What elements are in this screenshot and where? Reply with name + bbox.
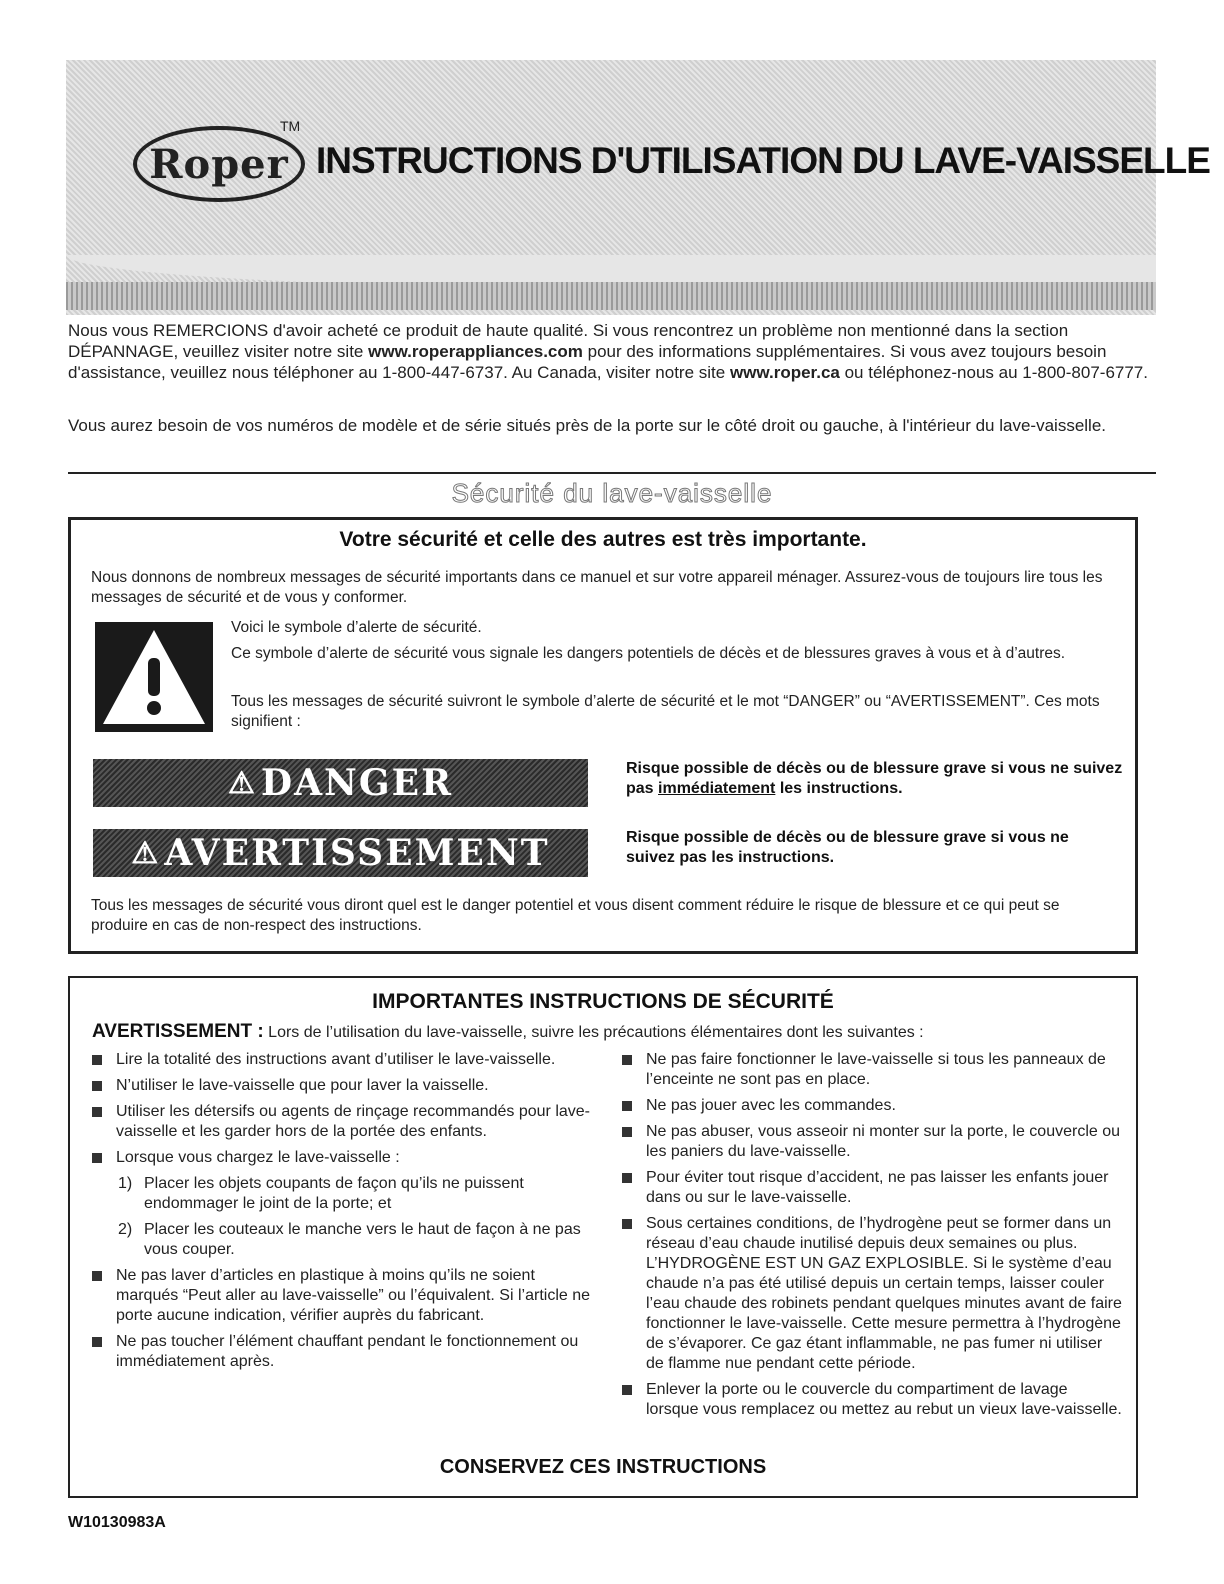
brand-logo (133, 126, 305, 202)
safety-symbol-meaning: Ce symbole d’alerte de sécurité vous signale les dangers potentiels de décès et de blessures graves à vous et à d’autres. (231, 645, 1066, 662)
list-item: Lorsque vous chargez le lave-vaisselle : (92, 1148, 592, 1168)
website-link-canada[interactable]: www.roper.ca (729, 363, 840, 382)
bullet-icon (622, 1127, 632, 1137)
sub-item: 2) Placer les couteaux le manche vers le haut de façon à ne pas vous couper. (118, 1221, 581, 1258)
warning-label: AVERTISSEMENT (164, 832, 550, 874)
intro-paragraph-1: Nous vous REMERCIONS d'avoir acheté ce produit de haute qualité. Si vous rencontrez un problème non mentionné dans la section DÉPANNAGE, veuillez visiter notre site www.roperappliances.com pour des informations supplémentaires. Si vous avez toujours besoin d'assistance, veuillez nous téléphoner au 1-800-447-6737. Au Canada, visiter notre site www.roper.ca ou téléphonez-nous au 1-800-807-6777. (68, 321, 1148, 382)
list-item: Pour éviter tout risque d’accident, ne pas laisser les enfants jouer dans ou sur le lave-vaisselle. (622, 1168, 1122, 1208)
warning-triangle-icon: ⚠ (227, 765, 257, 801)
bullet-icon (92, 1153, 102, 1163)
list-item: Ne pas toucher l’élément chauffant pendant le fonctionnement ou immédiatement après. (92, 1332, 592, 1372)
list-item: Utiliser les détersifs ou agents de rinçage recommandés pour lave-vaisselle et les garder hors de la portée des enfants. (92, 1102, 592, 1142)
list-item: Enlever la porte ou le couvercle du compartiment de lavage lorsque vous remplacez ou mettez au rebut un vieux lave-vaisselle. (622, 1380, 1122, 1420)
section-title: Sécurité du lave-vaisselle (451, 478, 773, 508)
divider (68, 472, 1156, 474)
bullet-icon (622, 1173, 632, 1183)
safety-alert-triangle-icon (95, 622, 213, 732)
bullet-icon (92, 1337, 102, 1347)
safety-box (68, 517, 1138, 954)
warning-signal (93, 829, 588, 877)
intro-paragraph-2: Vous aurez besoin de vos numéros de modèle et de série situés près de la porte sur le côté droit ou gauche, à l'intérieur du lave-vaisselle. (68, 416, 1107, 435)
sub-item: 1) Placer les objets coupants de façon qu’ils ne puissent endommager le joint de la porte; et (118, 1175, 524, 1212)
document-number: W10130983A (68, 1514, 166, 1531)
bullet-icon (622, 1055, 632, 1065)
list-item: Ne pas faire fonctionner le lave-vaisselle si tous les panneaux de l’enceinte ne sont pas en place. (622, 1050, 1122, 1090)
danger-label: DANGER (260, 762, 454, 804)
safety-signal-words: Tous les messages de sécurité suivront le symbole d’alerte de sécurité et le mot “DANGER” ou “AVERTISSEMENT”. Ces mots signifient : (231, 693, 1100, 730)
bullet-icon (92, 1107, 102, 1117)
bullet-icon (622, 1101, 632, 1111)
list-item: Ne pas abuser, vous asseoir ni monter sur la porte, le couvercle ou les paniers du lave-vaisselle. (622, 1122, 1122, 1162)
bullet-icon (622, 1385, 632, 1395)
instructions-box (68, 976, 1138, 1498)
header-banner-stripe (66, 282, 1156, 310)
warning-triangle-icon: ⚠ (131, 835, 161, 871)
danger-description: Risque possible de décès ou de blessure grave si vous ne suivez pas immédiatement les instructions. (626, 760, 1123, 797)
warning-description: Risque possible de décès ou de blessure grave si vous ne suivez pas les instructions. (626, 829, 1069, 866)
instructions-right-column (622, 1050, 1122, 1426)
list-item: Ne pas laver d’articles en plastique à moins qu’ils ne soient marqués “Peut aller au lave-vaisselle” ou l’équivalent. Si l’article ne porte aucune indication, vérifier auprès du fabricant. (92, 1266, 592, 1326)
brand-name: Roper (149, 140, 289, 188)
list-item: N’utiliser le lave-vaisselle que pour laver la vaisselle. (92, 1076, 592, 1096)
safety-symbol-text: Voici le symbole d’alerte de sécurité. (231, 619, 482, 636)
bullet-icon (92, 1271, 102, 1281)
safety-closing: Tous les messages de sécurité vous diront quel est le danger potentiel et vous disent comment réduire le risque de blessure et ce qui peut se produire en cas de non-respect des instructions. (91, 897, 1060, 934)
list-item: Sous certaines conditions, de l’hydrogène peut se former dans un réseau d’eau chaude inutilisé depuis deux semaines ou plus. L’HYDROGÈNE EST UN GAZ EXPLOSIBLE. Si le système d’eau chaude n’a pas été utilisé depuis un certain temps, laisser couler l’eau chaude des robinets pendant quelques minutes avant de faire fonctionner le lave-vaisselle. Cette mesure permettra à l’hydrogène de s’évaporer. Ce gaz étant inflammable, ne pas fumer ni utiliser de flamme nue pendant cette période. (622, 1214, 1122, 1374)
danger-signal (93, 759, 588, 807)
safety-heading: Votre sécurité et celle des autres est très importante. (339, 528, 867, 551)
instructions-heading: IMPORTANTES INSTRUCTIONS DE SÉCURITÉ (372, 990, 834, 1013)
website-link[interactable]: www.roperappliances.com (368, 342, 583, 361)
list-item: Lire la totalité des instructions avant d’utiliser le lave-vaisselle. (92, 1050, 592, 1070)
bullet-icon (622, 1219, 632, 1229)
trademark: TM (280, 118, 301, 134)
bullet-icon (92, 1081, 102, 1091)
save-instructions-footer: CONSERVEZ CES INSTRUCTIONS (439, 1456, 767, 1478)
list-item: Ne pas jouer avec les commandes. (622, 1096, 1122, 1116)
instructions-warning: AVERTISSEMENT : Lors de l’utilisation du lave-vaisselle, suivre les précautions élémentaires dont les suivantes : (92, 1021, 924, 1042)
page-title: INSTRUCTIONS D'UTILISATION DU LAVE-VAISSELLE (316, 140, 1210, 181)
safety-intro: Nous donnons de nombreux messages de sécurité importants dans ce manuel et sur votre appareil ménager. Assurez-vous de toujours lire tous les messages de sécurité et de vous y conformer. (91, 569, 1103, 606)
instructions-left-column (92, 1050, 592, 1378)
bullet-icon (92, 1055, 102, 1065)
